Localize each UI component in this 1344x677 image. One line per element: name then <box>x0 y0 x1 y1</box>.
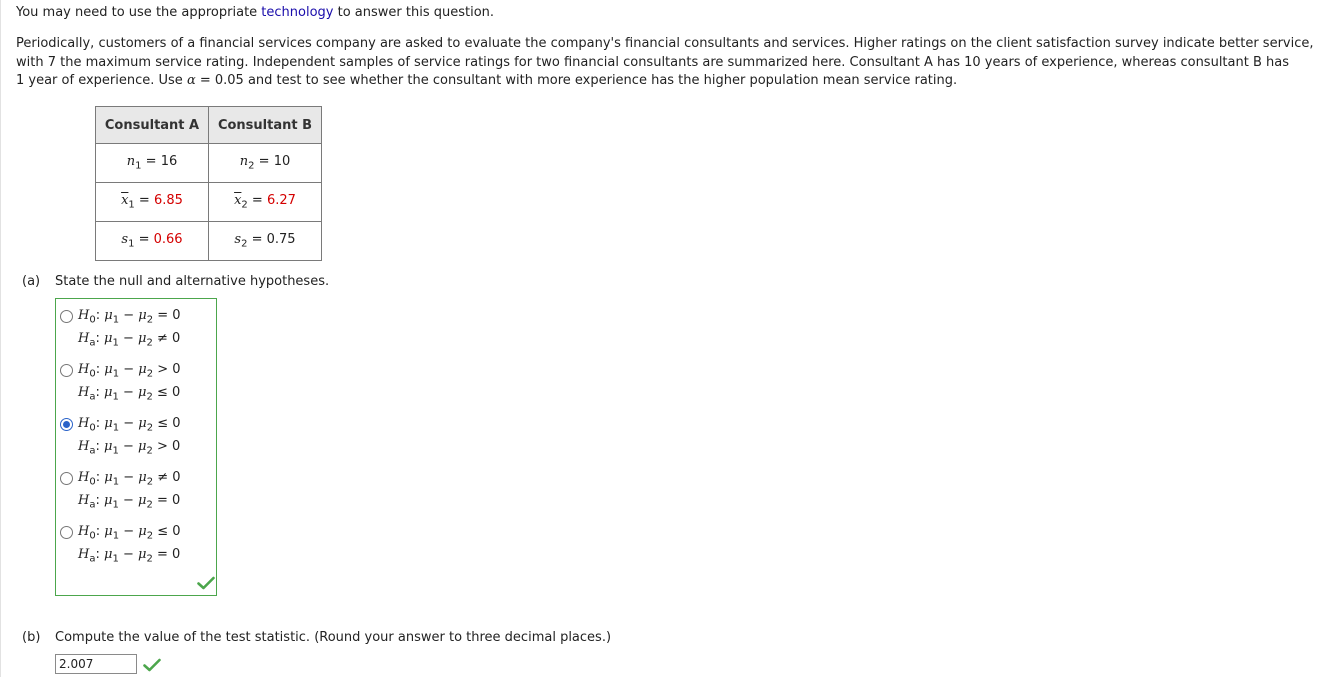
checkmark-icon <box>197 576 215 590</box>
problem-line-1: Periodically, customers of a financial services company are asked to evaluate the company's financial consultants and services. Higher ratings on the client satisfaction survey indicate better service, <box>16 36 1314 51</box>
option-2-radio[interactable] <box>60 364 73 377</box>
header-consultant-a: Consultant A <box>96 107 209 144</box>
header-consultant-b: Consultant B <box>209 107 322 144</box>
option-3-radio-selected[interactable] <box>60 418 73 431</box>
cell-n2: $n_2 = 10$ <box>209 144 322 183</box>
intro-text: You may need to use the appropriate technology to answer this question. <box>16 5 495 20</box>
cell-s1: $s_1 = 0.66$ <box>96 222 209 261</box>
option-4-radio[interactable] <box>60 472 73 485</box>
cell-s2: $s_2 = 0.75$ <box>209 222 322 261</box>
cell-x2: $\overline{x}_2 = 6.27$ <box>209 183 322 222</box>
page-left-border <box>0 0 1 677</box>
part-a-prompt: (a) State the null and alternative hypotheses. <box>22 274 330 289</box>
technology-link[interactable]: technology <box>261 5 334 20</box>
hypothesis-choices: $H_0$: $\mu_1 - \mu_2 = 0$ $H_a$: $\mu_1 - \mu_2 \ne 0$ $H_0$: $\mu_1 - \mu_2 > 0$ $H_a$: $\mu_1 - \mu_2 \le 0$ $H_0$: $\mu_1 - \mu_2 \le 0$ $H_a$: $\mu_1 - \mu_2 > 0$ $H_0$: $\mu_1 - \mu_2 \ne 0$ $H_a$: $\mu_1 - \mu_2 = 0$ $H_0$: $\mu_1 - \mu_2 \le 0$ $H_a$: $\mu_1 - \mu_2 = 0$ <box>55 298 217 596</box>
summary-table <box>95 106 322 261</box>
cell-n1: $n_1 = 16$ <box>96 144 209 183</box>
cell-x1: $\overline{x}_1 = 6.85$ <box>96 183 209 222</box>
problem-line-3: 1 year of experience. Use α = 0.05 and test to see whether the consultant with more experience has the higher population mean service rating. <box>16 73 958 88</box>
part-b-prompt: (b) Compute the value of the test statistic. (Round your answer to three decimal places.) <box>22 630 612 645</box>
checkmark-icon <box>143 658 161 672</box>
test-statistic-input[interactable]: 2.007 <box>55 654 137 674</box>
problem-line-2: with 7 the maximum service rating. Independent samples of service ratings for two financial consultants are summarized here. Consultant A has 10 years of experience, whereas consultant B has <box>16 54 1289 70</box>
option-5-radio[interactable] <box>60 526 73 539</box>
option-1-radio[interactable] <box>60 310 73 323</box>
alpha-symbol: α <box>186 73 196 88</box>
problem-statement <box>16 35 1331 91</box>
